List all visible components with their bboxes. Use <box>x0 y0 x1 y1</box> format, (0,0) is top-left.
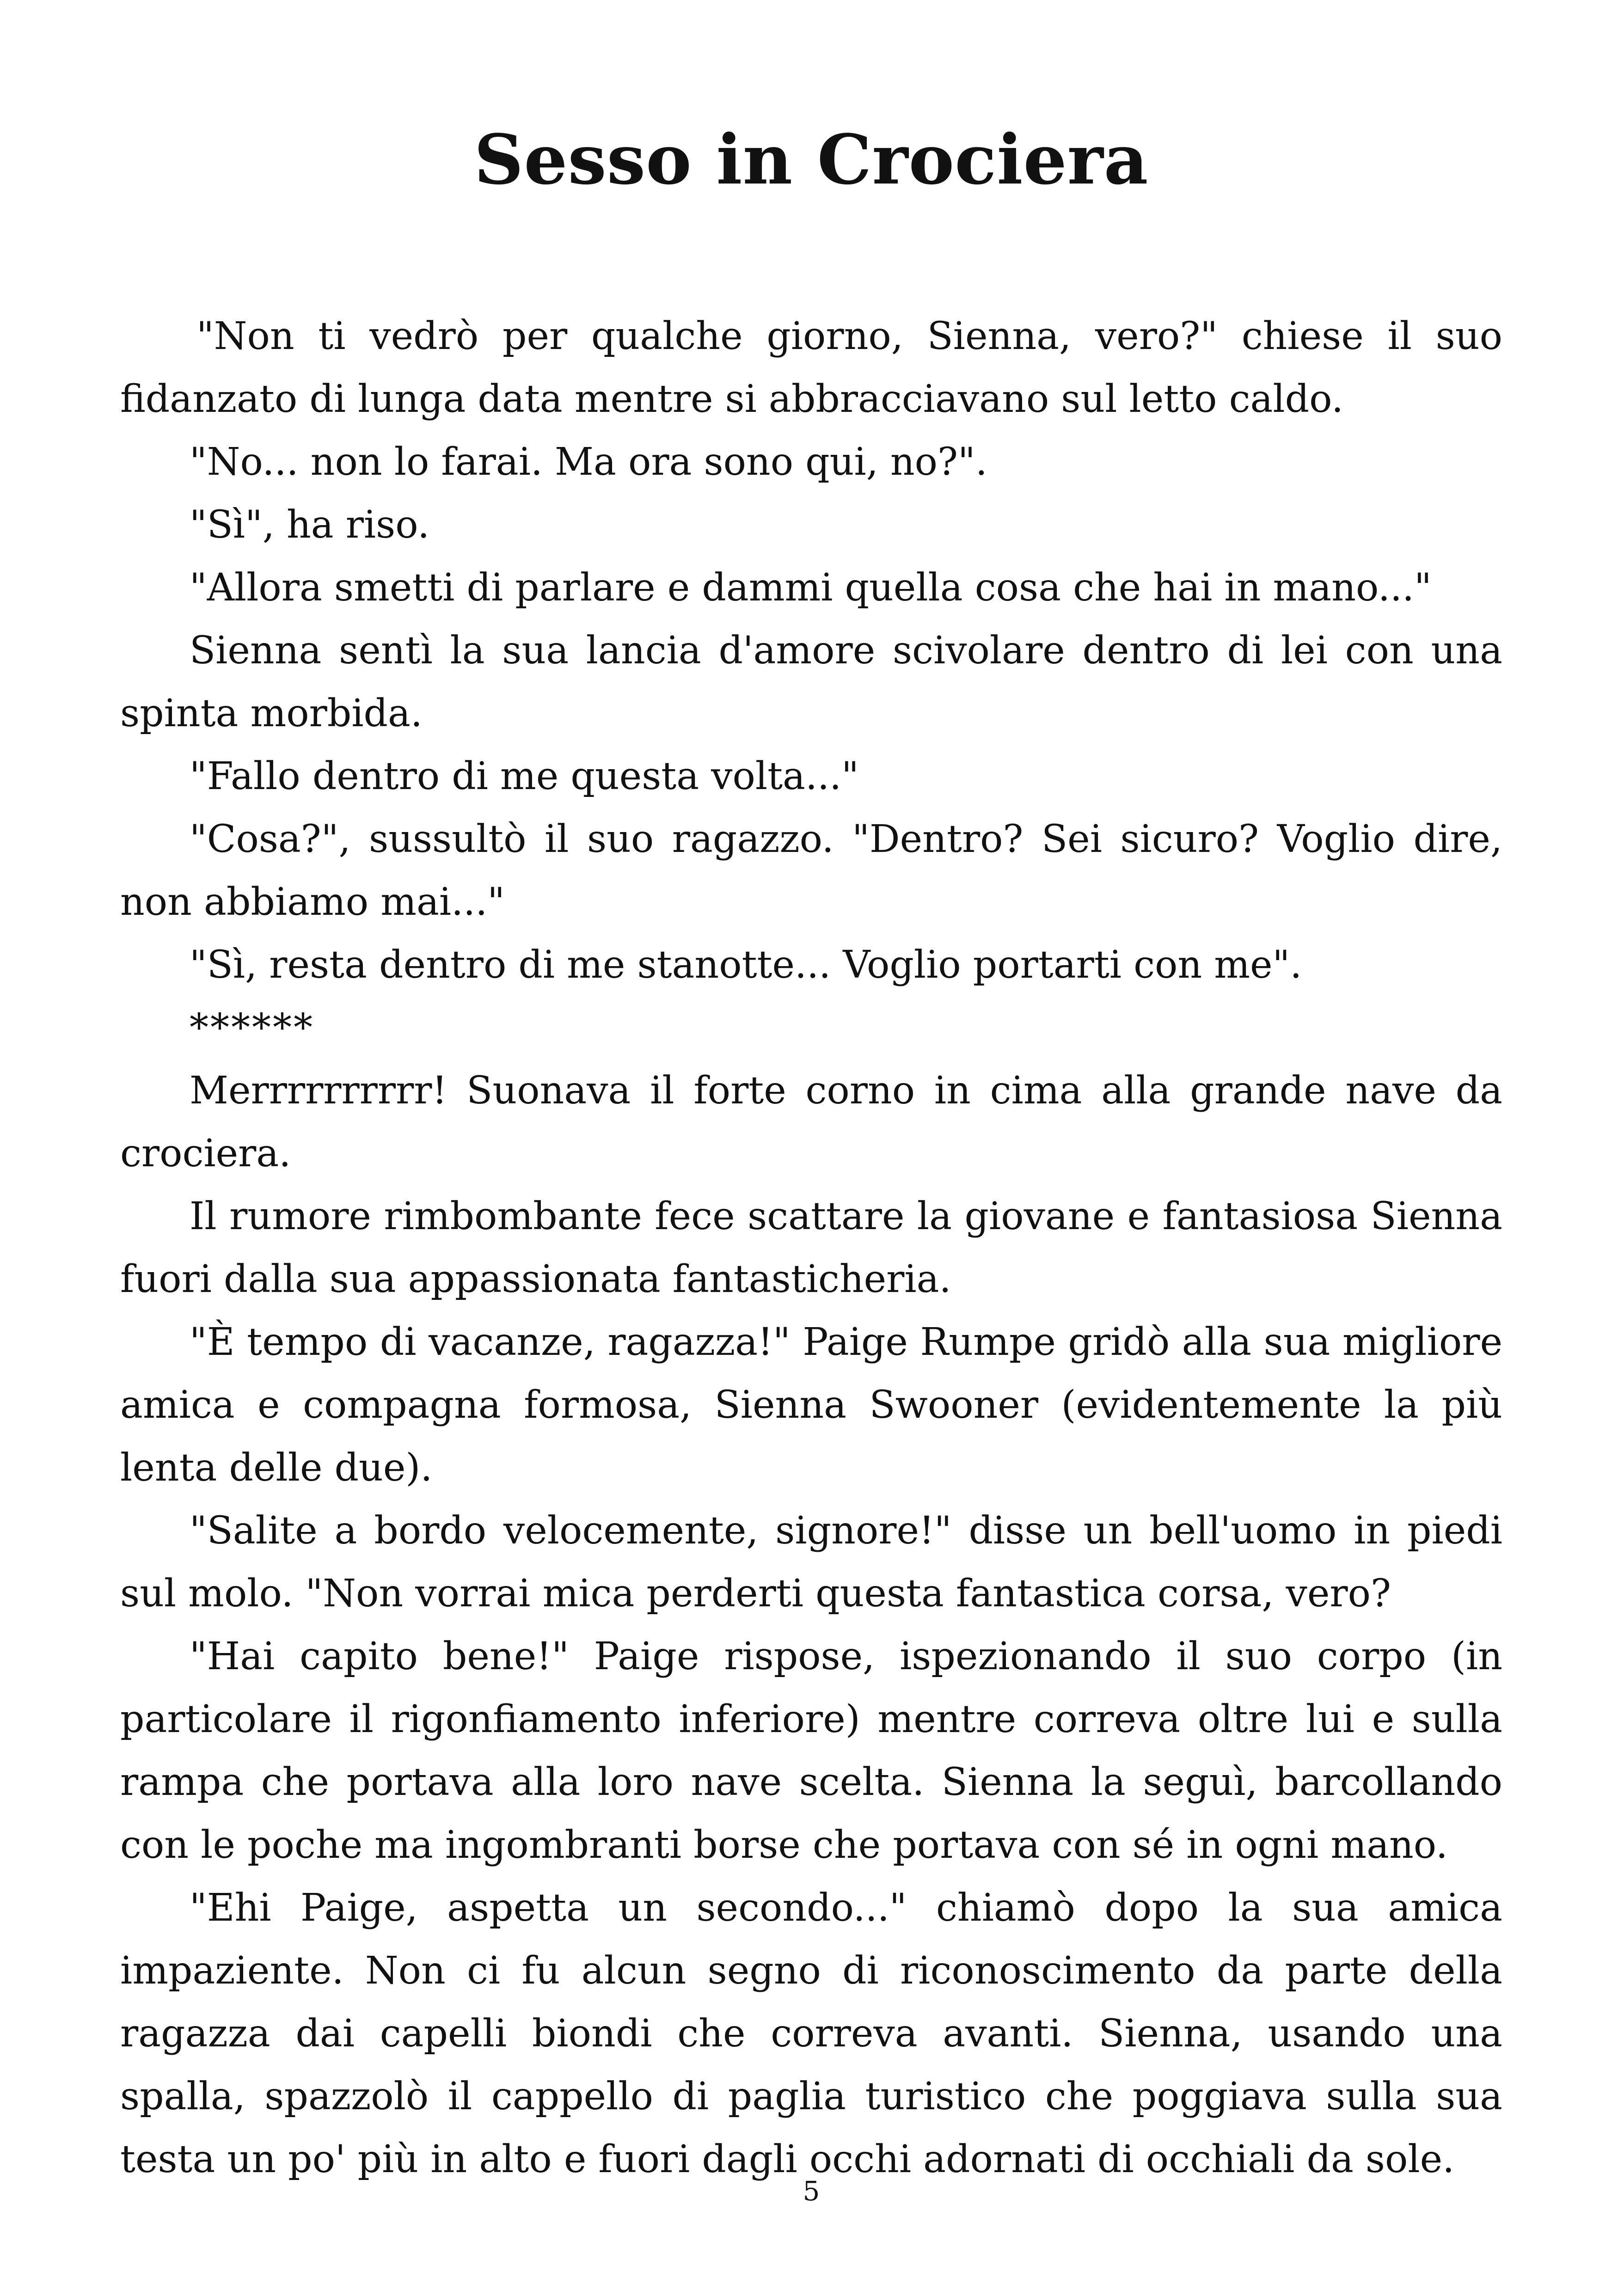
paragraph: "Sì", ha riso. <box>190 503 430 547</box>
body-text <box>120 305 1502 2191</box>
book-page <box>120 0 1502 2296</box>
paragraph: "Cosa?", sussultò il suo ragazzo. "Dentro? Sei sicuro? Voglio dire, non abbiamo mai..." <box>120 817 1502 924</box>
paragraph: "Allora smetti di parlare e dammi quella cosa che hai in mano..." <box>190 566 1432 610</box>
paragraph: "Sì, resta dentro di me stanotte... Voglio portarti con me". <box>190 943 1302 987</box>
paragraph: Merrrrrrrrrr! Suonava il forte corno in cima alla grande nave da crociera. <box>120 1069 1502 1176</box>
paragraph: "Fallo dentro di me questa volta..." <box>190 754 859 798</box>
paragraph: "Ehi Paige, aspetta un secondo..." chiamò dopo la sua amica impaziente. Non ci fu alcun segno di riconoscimento da parte della ragazza dai capelli biondi che correva avanti. Sienna, usando una spalla, spazzolò il cappello di paglia turistico che poggiava sulla sua testa un po' più in alto e fuori dagli occhi adornati di occhiali da sole. <box>120 1886 1502 2181</box>
paragraph: "Hai capito bene!" Paige rispose, ispezionando il suo corpo (in particolare il rigonfiamento inferiore) mentre correva oltre lui e sulla rampa che portava alla loro nave scelta. Sienna la seguì, barcollando con le poche ma ingombranti borse che portava con sé in ogni mano. <box>120 1635 1502 1867</box>
page-number: 5 <box>803 2175 820 2207</box>
chapter-title: Sesso in Crociera <box>474 119 1149 200</box>
paragraph: Sienna sentì la sua lancia d'amore scivolare dentro di lei con una spinta morbida. <box>120 629 1502 735</box>
paragraph: "No... non lo farai. Ma ora sono qui, no?". <box>190 440 987 484</box>
paragraph: "È tempo di vacanze, ragazza!" Paige Rumpe gridò alla sua migliore amica e compagna formosa, Sienna Swooner (evidentemente la più lenta delle due). <box>120 1320 1502 1490</box>
scene-break: ****** <box>190 1006 314 1050</box>
paragraph: "Salite a bordo velocemente, signore!" disse un bell'uomo in piedi sul molo. "Non vorrai mica perderti questa fantastica corsa, vero? <box>120 1509 1502 1616</box>
paragraph: Il rumore rimbombante fece scattare la giovane e fantasiosa Sienna fuori dalla sua appassionata fantasticheria. <box>120 1194 1502 1301</box>
paragraph: "Non ti vedrò per qualche giorno, Sienna, vero?" chiese il suo fidanzato di lunga data mentre si abbracciavano sul letto caldo. <box>120 314 1502 421</box>
